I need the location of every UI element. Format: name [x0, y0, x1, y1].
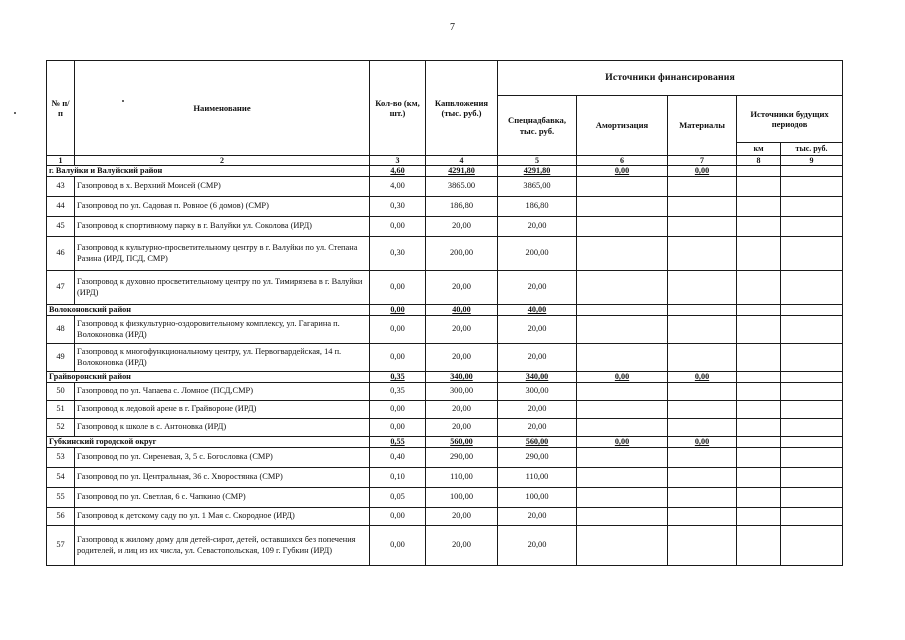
region-name: г. Валуйки и Валуйский район [47, 166, 370, 177]
region-amortization: 0,00 [577, 372, 668, 383]
row-amortization [577, 401, 668, 419]
row-index: 52 [47, 419, 75, 437]
row-name: Газопровод к физкультурно-оздоровительному комплексу, ул. Гагарина п. Волоконовка (ИРД) [75, 316, 370, 344]
row-amortization [577, 448, 668, 468]
row-investment: 20,00 [426, 217, 498, 237]
region-amortization: 0,00 [577, 437, 668, 448]
row-index: 53 [47, 448, 75, 468]
region-investment: 40,00 [426, 305, 498, 316]
region-investment: 560,00 [426, 437, 498, 448]
row-future-rub [781, 316, 843, 344]
column-number: 3 [370, 156, 426, 166]
region-qty: 4,60 [370, 166, 426, 177]
row-materials [668, 526, 737, 566]
row-special-surcharge: 20,00 [498, 401, 577, 419]
row-future-km [737, 488, 781, 508]
row-qty: 0,00 [370, 217, 426, 237]
row-special-surcharge: 100,00 [498, 488, 577, 508]
region-subtotal-row [47, 372, 843, 383]
region-amortization: 0,00 [577, 166, 668, 177]
row-future-rub [781, 383, 843, 401]
table-body [47, 156, 843, 566]
row-future-km [737, 344, 781, 372]
row-index: 44 [47, 197, 75, 217]
row-future-km [737, 271, 781, 305]
row-future-rub [781, 237, 843, 271]
row-special-surcharge: 290,00 [498, 448, 577, 468]
header-name: Наименование [75, 61, 370, 156]
row-future-km [737, 468, 781, 488]
row-materials [668, 316, 737, 344]
row-index: 49 [47, 344, 75, 372]
row-investment: 290,00 [426, 448, 498, 468]
row-qty: 0,30 [370, 197, 426, 217]
row-investment: 20,00 [426, 316, 498, 344]
region-special-surcharge: 40,00 [498, 305, 577, 316]
row-future-km [737, 177, 781, 197]
table-header [47, 61, 843, 156]
row-name: Газопровод к жилому дому для детей-сирот, детей, оставшихся без попечения родителей, и лиц из их числа, ул. Севастопольская, 109 г. Губкин (ИРД) [75, 526, 370, 566]
region-name: Волоконовский район [47, 305, 370, 316]
region-special-surcharge: 340,00 [498, 372, 577, 383]
row-name: Газопровод к спортивному парку в г. Валуйки ул. Соколова (ИРД) [75, 217, 370, 237]
header-financing-sources: Источники финансирования [498, 61, 843, 96]
row-future-km [737, 383, 781, 401]
table-row [47, 316, 843, 344]
row-special-surcharge: 20,00 [498, 217, 577, 237]
row-future-km [737, 217, 781, 237]
row-qty: 0,00 [370, 419, 426, 437]
row-future-rub [781, 217, 843, 237]
row-amortization [577, 217, 668, 237]
row-name: Газопровод по ул. Сиреневая, 3, 5 с. Богословка (СМР) [75, 448, 370, 468]
region-future-km [737, 166, 781, 177]
row-investment: 186,80 [426, 197, 498, 217]
header-investment: Капвложения (тыс. руб.) [426, 61, 498, 156]
row-future-rub [781, 271, 843, 305]
header-materials: Материалы [668, 96, 737, 156]
row-future-rub [781, 468, 843, 488]
table-row [47, 488, 843, 508]
row-materials [668, 448, 737, 468]
table-row [47, 217, 843, 237]
row-amortization [577, 468, 668, 488]
row-amortization [577, 177, 668, 197]
header-future-periods: Источники будущих периодов [737, 96, 843, 143]
table-row [47, 468, 843, 488]
row-amortization [577, 344, 668, 372]
row-amortization [577, 419, 668, 437]
row-special-surcharge: 20,00 [498, 271, 577, 305]
header-qty: Кол-во (км, шт.) [370, 61, 426, 156]
page-number: 7 [450, 22, 455, 33]
row-special-surcharge: 3865,00 [498, 177, 577, 197]
row-name: Газопровод по ул. Центральная, 36 с. Хворостянка (СМР) [75, 468, 370, 488]
row-name: Газопровод к школе в с. Антоновка (ИРД) [75, 419, 370, 437]
region-future-rub [781, 372, 843, 383]
row-investment: 20,00 [426, 271, 498, 305]
row-amortization [577, 197, 668, 217]
row-index: 48 [47, 316, 75, 344]
row-qty: 0,00 [370, 344, 426, 372]
region-materials: 0,00 [668, 372, 737, 383]
region-subtotal-row [47, 305, 843, 316]
table-row [47, 448, 843, 468]
row-investment: 20,00 [426, 508, 498, 526]
row-materials [668, 271, 737, 305]
row-special-surcharge: 300,00 [498, 383, 577, 401]
row-index: 51 [47, 401, 75, 419]
row-investment: 20,00 [426, 401, 498, 419]
row-investment: 3865.00 [426, 177, 498, 197]
row-name: Газопровод к ледовой арене в г. Грайвороне (ИРД) [75, 401, 370, 419]
row-future-rub [781, 488, 843, 508]
row-index: 54 [47, 468, 75, 488]
row-special-surcharge: 20,00 [498, 508, 577, 526]
row-materials [668, 177, 737, 197]
table-row [47, 383, 843, 401]
table-row [47, 526, 843, 566]
region-future-km [737, 305, 781, 316]
row-special-surcharge: 20,00 [498, 344, 577, 372]
row-materials [668, 468, 737, 488]
row-future-rub [781, 344, 843, 372]
header-future-rub: тыс. руб. [781, 143, 843, 156]
region-future-rub [781, 166, 843, 177]
row-future-rub [781, 401, 843, 419]
row-materials [668, 237, 737, 271]
row-name: Газопровод по ул. Светлая, 6 с. Чапкино (СМР) [75, 488, 370, 508]
row-index: 46 [47, 237, 75, 271]
table-row [47, 344, 843, 372]
row-amortization [577, 383, 668, 401]
header-future-km: км [737, 143, 781, 156]
row-materials [668, 508, 737, 526]
header-index: № п/п [47, 61, 75, 156]
column-number: 6 [577, 156, 668, 166]
table-row [47, 237, 843, 271]
region-name: Грайворонский район [47, 372, 370, 383]
row-qty: 4,00 [370, 177, 426, 197]
region-future-km [737, 437, 781, 448]
row-name: Газопровод к культурно-просветительному центру в г. Валуйки по ул. Степана Разина (ИРД, ПСД, СМР) [75, 237, 370, 271]
column-number: 7 [668, 156, 737, 166]
row-investment: 300,00 [426, 383, 498, 401]
row-amortization [577, 526, 668, 566]
row-future-km [737, 401, 781, 419]
row-future-km [737, 448, 781, 468]
row-qty: 0,00 [370, 271, 426, 305]
row-special-surcharge: 20,00 [498, 526, 577, 566]
region-qty: 0,35 [370, 372, 426, 383]
row-qty: 0,00 [370, 401, 426, 419]
row-index: 55 [47, 488, 75, 508]
row-name: Газопровод в х. Верхний Моисей (СМР) [75, 177, 370, 197]
row-qty: 0,35 [370, 383, 426, 401]
row-special-surcharge: 200,00 [498, 237, 577, 271]
row-qty: 0,30 [370, 237, 426, 271]
region-name: Губкинский городской округ [47, 437, 370, 448]
row-investment: 200,00 [426, 237, 498, 271]
column-number: 4 [426, 156, 498, 166]
table-row [47, 271, 843, 305]
financing-table [46, 60, 843, 566]
row-materials [668, 197, 737, 217]
region-future-km [737, 372, 781, 383]
row-special-surcharge: 110,00 [498, 468, 577, 488]
row-future-km [737, 237, 781, 271]
column-number: 1 [47, 156, 75, 166]
region-materials: 0,00 [668, 437, 737, 448]
row-name: Газопровод к многофункциональному центру, ул. Первогвардейская, 14 п. Волоконовка (ИРД) [75, 344, 370, 372]
row-materials [668, 488, 737, 508]
region-subtotal-row [47, 437, 843, 448]
region-special-surcharge: 560,00 [498, 437, 577, 448]
row-future-rub [781, 419, 843, 437]
header-amortization: Амортизация [577, 96, 668, 156]
row-amortization [577, 488, 668, 508]
row-special-surcharge: 20,00 [498, 419, 577, 437]
row-index: 56 [47, 508, 75, 526]
row-future-km [737, 197, 781, 217]
region-qty: 0,00 [370, 305, 426, 316]
row-amortization [577, 316, 668, 344]
row-index: 50 [47, 383, 75, 401]
row-investment: 110,00 [426, 468, 498, 488]
row-name: Газопровод к детскому саду по ул. 1 Мая с. Скородное (ИРД) [75, 508, 370, 526]
header-special-surcharge: Спецнадбавка, тыс. руб. [498, 96, 577, 156]
row-future-rub [781, 526, 843, 566]
row-investment: 20,00 [426, 526, 498, 566]
row-materials [668, 383, 737, 401]
table-row [47, 177, 843, 197]
region-investment: 340,00 [426, 372, 498, 383]
region-subtotal-row [47, 166, 843, 177]
column-number: 8 [737, 156, 781, 166]
row-investment: 20,00 [426, 344, 498, 372]
row-amortization [577, 237, 668, 271]
row-qty: 0,40 [370, 448, 426, 468]
row-index: 47 [47, 271, 75, 305]
row-future-km [737, 526, 781, 566]
row-future-rub [781, 197, 843, 217]
table-row [47, 401, 843, 419]
column-number: 5 [498, 156, 577, 166]
row-future-rub [781, 508, 843, 526]
table-row [47, 508, 843, 526]
row-future-km [737, 419, 781, 437]
row-index: 45 [47, 217, 75, 237]
row-future-rub [781, 448, 843, 468]
scan-speck [14, 112, 16, 114]
column-number: 9 [781, 156, 843, 166]
row-amortization [577, 508, 668, 526]
region-future-rub [781, 305, 843, 316]
table-row [47, 197, 843, 217]
row-materials [668, 401, 737, 419]
row-materials [668, 217, 737, 237]
region-amortization [577, 305, 668, 316]
row-qty: 0,00 [370, 508, 426, 526]
row-materials [668, 419, 737, 437]
row-qty: 0,10 [370, 468, 426, 488]
row-investment: 20,00 [426, 419, 498, 437]
row-future-rub [781, 177, 843, 197]
region-materials: 0,00 [668, 166, 737, 177]
table-row [47, 419, 843, 437]
region-special-surcharge: 4291,80 [498, 166, 577, 177]
row-special-surcharge: 186,80 [498, 197, 577, 217]
row-amortization [577, 271, 668, 305]
row-future-km [737, 316, 781, 344]
region-investment: 4291,80 [426, 166, 498, 177]
row-qty: 0,00 [370, 316, 426, 344]
row-qty: 0,05 [370, 488, 426, 508]
row-investment: 100,00 [426, 488, 498, 508]
region-future-rub [781, 437, 843, 448]
row-index: 57 [47, 526, 75, 566]
column-number-row [47, 156, 843, 166]
row-qty: 0,00 [370, 526, 426, 566]
row-materials [668, 344, 737, 372]
row-name: Газопровод по ул. Чапаева с. Ломное (ПСД,СМР) [75, 383, 370, 401]
column-number: 2 [75, 156, 370, 166]
row-name: Газопровод к духовно просветительному центру по ул. Тимирязева в г. Валуйки (ИРД) [75, 271, 370, 305]
row-future-km [737, 508, 781, 526]
row-index: 43 [47, 177, 75, 197]
region-qty: 0,55 [370, 437, 426, 448]
region-materials [668, 305, 737, 316]
row-name: Газопровод по ул. Садовая п. Ровное (6 домов) (СМР) [75, 197, 370, 217]
row-special-surcharge: 20,00 [498, 316, 577, 344]
